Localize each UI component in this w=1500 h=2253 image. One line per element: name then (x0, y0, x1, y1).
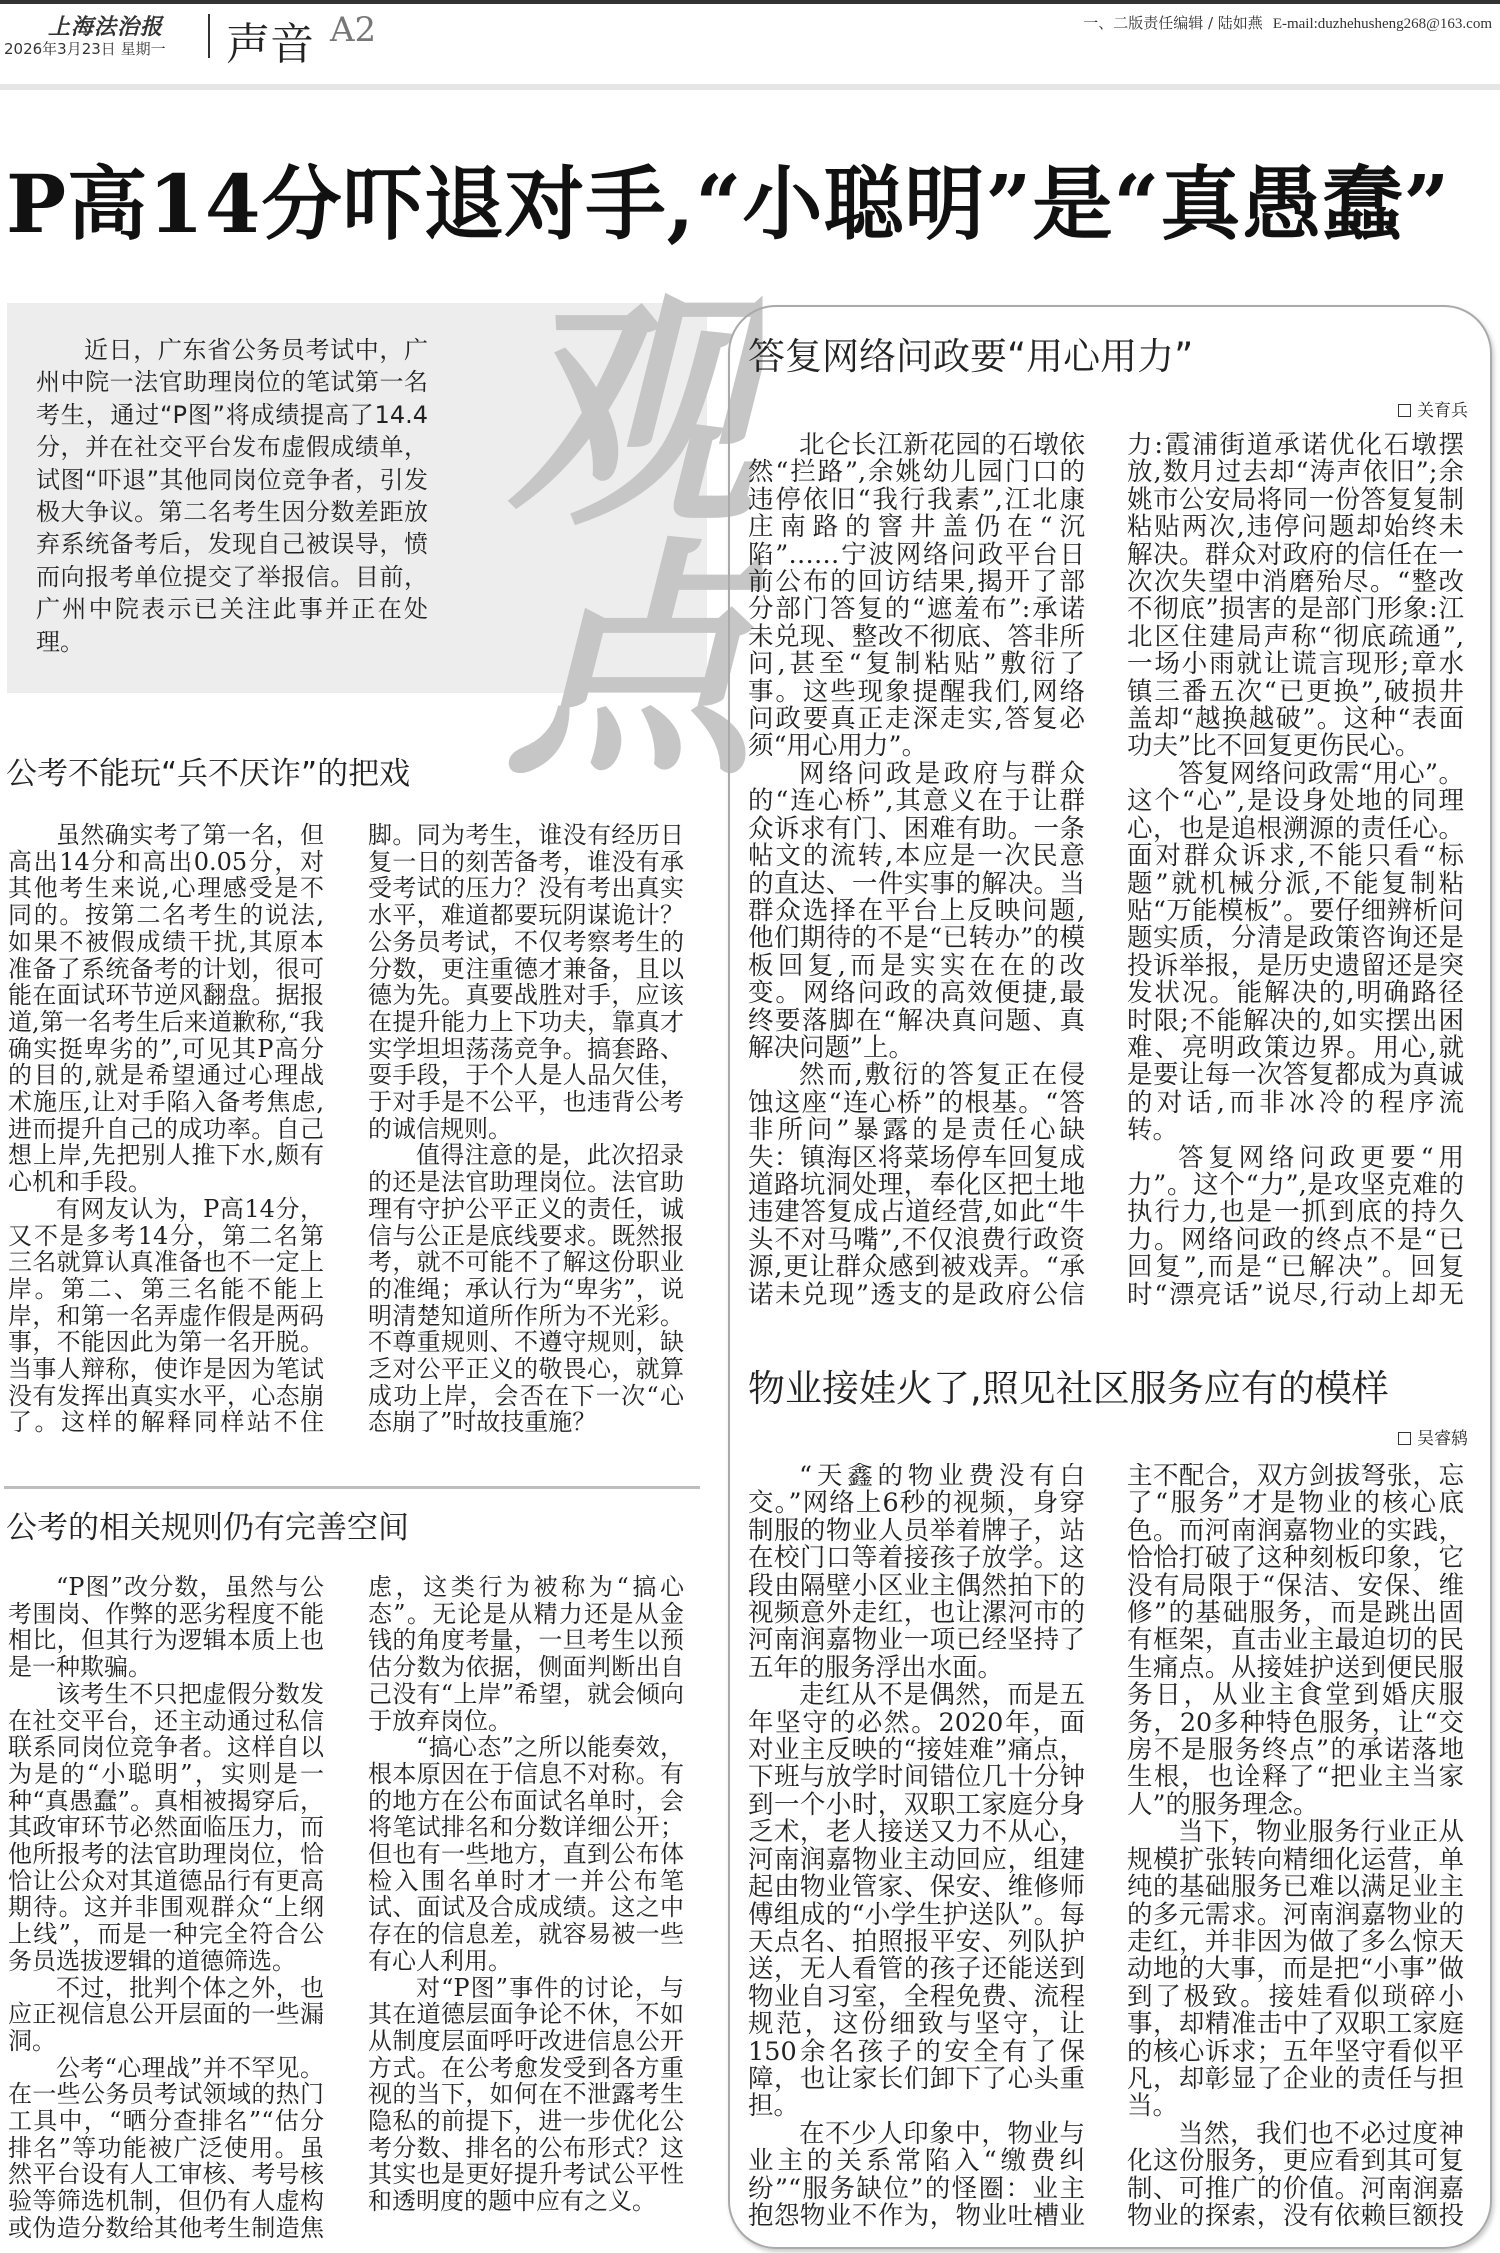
article-author (1398, 1424, 1468, 1449)
article-paragraph: 该考生不只把虚假分数发在社交平台，还主动通过私信联系同岗位竞争者。这样自以为是的“小聪明”，实则是一种“真愚蠢”。真相被揭穿后，其政审环节必然面临压力，而他所报考的法官助理岗位，恰恰让公众对其道德品行有更高期待。这并非围观群众“上纲上线”，而是一种完全符合公务员选拔逻辑的道德筛选。 (8, 1679, 324, 1975)
article-paragraph: “搞心态”之所以能奏效，根本原因在于信息不对称。有的地方在公布面试名单时，会将笔试排名和分数详细公开；但也有一些地方，直到公布体检入围名单时才一并公布笔试、面试及合成成绩。这之中存在的信息差，就容易被一些有心人利用。 (368, 1733, 684, 1975)
issue-date: 2026年3月23日 星期一 (4, 40, 166, 58)
article-paragraph: 然而,敷衍的答复正在侵蚀这座“连心桥”的根基。“答非所问”暴露的是责任心缺失：镇海区将菜场停车回复成道路坑洞处理，奉化区把土地违建答复成占道经营,如此“牛头不对马嘴”,不仅浪费行政资源,更让群众感到被戏弄。“承诺未兑现”透支的是政府公信力:霞浦街道承诺优化石墩摆放,数月过去却“涛声依旧”;余姚市公安局将同一份答复复制粘贴两次,违停问题却始终未解决。群众对政府的信任在一次次失望中消磨殆尽。“整改不彻底”损害的是部门形象:江北区住建局声称“彻底疏通”,一场小雨就让谎言现形;章水镇三番五次“已更换”,破损井盖却“越换越破”。这种“表面功夫”比不回复更伤民心。 (748, 432, 1464, 1310)
article-paragraph: 不过，批判个体之外，也应正视信息公开层面的一些漏洞。 (8, 1973, 324, 2055)
intro-summary (36, 334, 428, 658)
author-name: 关育兵 (1417, 401, 1468, 421)
article-paragraph: “P图”改分数，虽然与公考围岗、作弊的恶劣程度不能相比，但其行为逻辑本质上也是一种欺骗。 (8, 1574, 324, 1682)
square-bullet-icon (1398, 404, 1411, 417)
page-number: A2 (330, 10, 377, 50)
article-paragraph: 当下，物业服务行业正从规模扩张转向精细化运营，单纯的基础服务已难以满足业主的多元需求。河南润嘉物业的走红，并非因为做了多么惊天动地的大事，而是把“小事”做到了极致。接娃看似琐碎小事，却精准击中了双职工家庭的核心诉求；五年坚守看似平凡，却彰显了企业的责任与担当。 (1127, 1817, 1464, 2122)
article-body (748, 1463, 1464, 2233)
article-paragraph: 对“P图”事件的讨论，与其在道德层面争论不休，不如从制度层面呼吁改进信息公开方式。在公考愈发受到各方重视的当下，如何在不泄露考生隐私的前提下，进一步优化公考分数、排名的公布形式？这其实也是更好提升考试公平性和透明度的题中应有之义。 (368, 1973, 684, 2216)
header-band (0, 84, 1500, 90)
article-body (8, 822, 684, 1452)
article-paragraph: 在不少人印象中，物业与业主的关系常陷入“缴费纠纷”“服务缺位”的怪圈：业主抱怨物业不作为，物业吐槽业主不配合，双方剑拔弩张，忘了“服务”才是物业的核心底色。而河南润嘉物业的实践，恰恰打破了这种刻板印象，它没有局限于“保洁、安保、维修”的基础服务，而是跳出固有框架，直击业主最迫切的民生痛点。从接娃护送到便民服务日，从业主食堂到婚庆服务，20多种特色服务，让“交房不是服务终点”的承诺落地生根，也诠释了“把业主当家人”的服务理念。 (748, 1463, 1464, 2231)
editor-info (1083, 12, 1492, 33)
article-title: 物业接娃火了,照见社区服务应有的模样 (748, 1367, 1389, 1410)
editor-email: E-mail:duzhehusheng268@163.com (1272, 16, 1492, 32)
article-paragraph: 公考“心理战”并不罕见。在一些公务员考试领域的热门工具中，“晒分查排名”“估分排名”等功能被广泛使用。虽然平台设有人工审核、考号核验等筛选机制，但仍有人虚构或伪造分数给其他考生制造焦虑，这类行为被称为“搞心态”。无论是从精力还是从金钱的角度考量，一旦考生以预估分数为依据，侧面判断出自己没有“上岸”希望，就会倾向于放弃岗位。 (8, 1574, 684, 2242)
viewpoint-watermark: 观点 (463, 280, 757, 780)
section-name: 声音 (226, 19, 314, 70)
intro-paragraph: 近日，广东省公务员考试中，广州中院一法官助理岗位的笔试第一名考生，通过“P图”将成绩提高了14.4分，并在社交平台发布虚假成绩单，试图“吓退”其他同岗位竞争者，引发极大争议。第二名考生因分数差距放弃系统备考后，发现自己被误导，愤而向报考单位提交了举报信。目前，广州中院表示已关注此事并正在处理。 (36, 336, 428, 656)
article-paragraph: 答复网络问政更要“用力”。这个“力”,是攻坚克难的执行力,也是一抓到底的持久力。网络问政的终点不是“已回复”,而是“已解决”。回复时“漂亮话”说尽,行动上却无 (1127, 1142, 1464, 1310)
square-bullet-icon (1398, 1432, 1411, 1445)
page-headline: P高14分吓退对手,“小聪明”是“真愚蠢” (6, 157, 1451, 251)
section-divider (4, 1486, 700, 1489)
article-paragraph: 答复网络问政需“用心”。这个“心”,是设身处地的同理心，也是追根溯源的责任心。面对群众诉求,不能只看“标题”就机械分派,不能复制粘贴“万能模板”。要仔细辨析问题实质，分清是政策咨询还是投诉举报，是历史遗留还是突发状况。能解决的,明确路径时限;不能解决的,如实摆出困难、亮明政策边界。用心,就是要让每一次答复都成为真诚的对话,而非冰冷的程序流转。 (1127, 758, 1464, 1146)
masthead-divider (208, 14, 210, 58)
article-paragraph: 值得注意的是，此次招录的还是法官助理岗位。法官助理有守护公平正义的责任，诚信与公正是底线要求。既然报考，就不可能不了解这份职业的准绳；承认行为“卑劣”，说明清楚知道所作所为不光彩。不尊重规则、不遵守规则，缺乏对公平正义的敬畏心，就算成功上岸，会否在下一次“心态崩了”时故技重施？ (368, 1141, 684, 1437)
article-author (1398, 396, 1468, 421)
author-name: 吴睿鸫 (1417, 1429, 1468, 1449)
article-paragraph: 北仑长江新花园的石墩依然“拦路”,余姚幼儿园门口的违停依旧“我行我素”,江北康庄南路的窨井盖仍在“沉陷”……宁波网络问政平台日前公布的回访结果,揭开了部分部门答复的“遮羞布”:承诺未兑现、整改不彻底、答非所问,甚至“复制粘贴”敷衍了事。这些现象提醒我们,网络问政要真正走深走实,答复必须“用心用力”。 (748, 432, 1085, 762)
article-paragraph: 虽然确实考了第一名，但高出14分和高出0.05分，对其他考生来说,心理感受是不同的。按第二名考生的说法,如果不被假成绩干扰,其原本准备了系统备考的计划，很可能在面试环节逆风翻盘。据报道,第一名考生后来道歉称,“我确实挺卑劣的”,可见其P高分的目的,就是希望通过心理战术施压,让对手陷入备考焦虑,进而提升自己的成功率。自己想上岸,先把别人推下水,颇有心机和手段。 (8, 822, 324, 1197)
article-title: 公考不能玩“兵不厌诈”的把戏 (6, 756, 411, 792)
top-rule (0, 0, 1500, 4)
article-paragraph: 网络问政是政府与群众的“连心桥”,其意义在于让群众诉求有门、困难有助。一条帖文的流转,本应是一次民意的直达、一件实事的解决。当群众选择在平台上反映问题,他们期待的不是“已转办”的模板回复,而是实实在在的改变。网络问政的高效便捷,最终要落脚在“解决真问题、真解决问题”上。 (748, 758, 1085, 1063)
article-paragraph: “天鑫的物业费没有白交。”网络上6秒的视频，身穿制服的物业人员举着牌子，站在校门口等着接孩子放学。这段由隔壁小区业主偶然拍下的视频意外走红，也让漯河市的河南润嘉物业一项已经坚持了五年的服务浮出水面。 (748, 1463, 1085, 1683)
article-body (8, 1574, 684, 2252)
article-paragraph: 走红从不是偶然，而是五年坚守的必然。2020年，面对业主反映的“接娃难”痛点，下班与放学时间错位几十分钟到一个小时，双职工家庭分身乏术，老人接送又力不从心，河南润嘉物业主动回应，组建起由物业管家、保安、维修师傅组成的“小学生护送队”。每天点名、拍照报平安、列队护送，无人看管的孩子还能送到物业自习室，全程免费、流程规范，这份细致与坚守，让150余名孩子的安全有了保障，也让家长们卸下了心头重担。 (748, 1680, 1085, 2122)
article-paragraph: 有网友认为，P高14分，又不是多考14分，第二名第三名就算认真准备也不一定上岸。第二、第三名能不能上岸，和第一名弄虚作假是两码事，不能因此为第一名开脱。当事人辩称，使诈是因为笔试没有发挥出真实水平，心态崩了。这样的解释同样站不住脚。同为考生，谁没有经历日复一日的刻苦备考，谁没有承受考试的压力？没有考出真实水平，难道都要玩阴谋诡计？公务员考试，不仅考察考生的分数，更注重德才兼备，且以德为先。真要战胜对手，应该在提升能力上下功夫，靠真才实学坦坦荡荡竞争。搞套路、耍手段，于个人是人品欠佳，于对手是不公平，也违背公考的诚信规则。 (8, 822, 684, 1437)
newspaper-logo: 上海法治报 (48, 14, 164, 40)
article-body (748, 432, 1464, 1312)
article-title: 公考的相关规则仍有完善空间 (6, 1510, 409, 1546)
editor-name: 一、二版责任编辑 / 陆如燕 (1083, 14, 1263, 32)
article-title: 答复网络问政要“用心用力” (748, 335, 1194, 378)
article-paragraph: 当然，我们也不必过度神化这份服务，更应看到其可复制、可推广的价值。河南润嘉物业的探索，没有依赖巨额投 (1127, 2118, 1464, 2231)
